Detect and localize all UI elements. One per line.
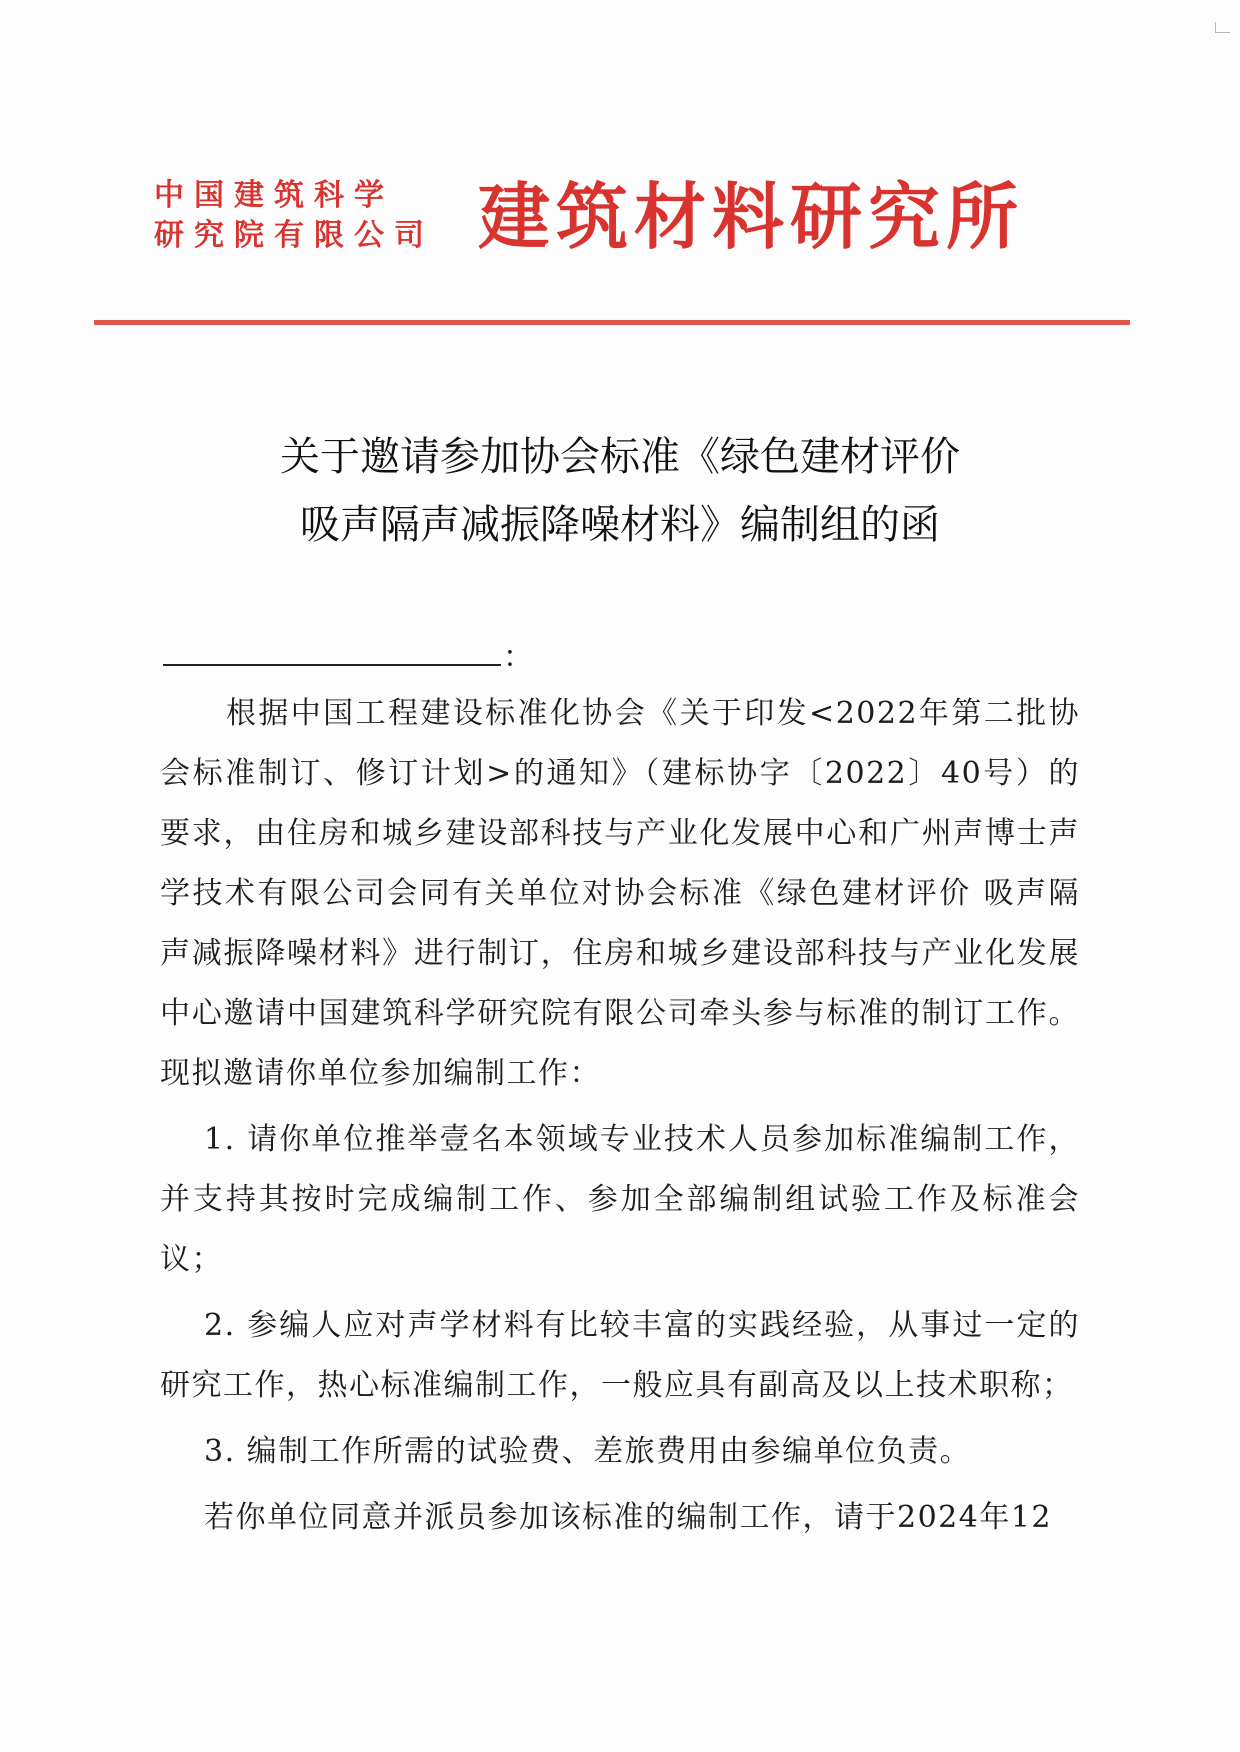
recipient-field [163,630,533,675]
title-line-2: 吸声隔声减振降噪材料》编制组的函 [300,502,940,548]
requirement-item-1: 1. 请你单位推举壹名本领域专业技术人员参加标准编制工作，并支持其按时完成编制工作、参加全部编制组试验工作及标准会议； [160,1122,1080,1277]
title-line-1: 关于邀请参加协会标准《绿色建材评价 [280,434,960,480]
intro-paragraph: 根据中国工程建设标准化协会《关于印发<2022年第二批协会标准制订、修订计划>的通知》（建标协字〔2022〕40号）的要求，由住房和城乡建设部科技与产业化发展中心和广州声博士声学技术有限公司会同有关单位对协会标准《绿色建材评价 吸声隔声减振降噪材料》进行制订，住房和城乡建设部科技与产业化发展中心邀请中国建筑科学研究院有限公司牵头参与标准的制订工作。现拟邀请你单位参加编制工作： [160,696,1080,1091]
scan-corner-mark [1215,22,1230,33]
letterhead-org-line-2: 研究院有限公司 [154,218,434,253]
letterhead-org-line-1: 中国建筑科学 [154,178,394,213]
letterhead-institute-name: 建筑材料研究所 [478,175,1025,259]
requirement-item-2: 2. 参编人应对声学材料有比较丰富的实践经验，从事过一定的研究工作，热心标准编制工作，一般应具有副高及以上技术职称； [160,1308,1080,1403]
letterhead-divider [94,320,1130,325]
closing-paragraph: 若你单位同意并派员参加该标准的编制工作，请于2024年12 [204,1500,1053,1535]
letterhead [154,172,1084,268]
letter-body [160,684,1080,1548]
letterhead-organization [154,176,464,256]
recipient-blank-line [163,664,501,666]
recipient-colon: ： [503,640,533,675]
requirement-item-3: 3. 编制工作所需的试验费、差旅费用由参编单位负责。 [204,1434,972,1469]
document-title [100,423,1140,559]
